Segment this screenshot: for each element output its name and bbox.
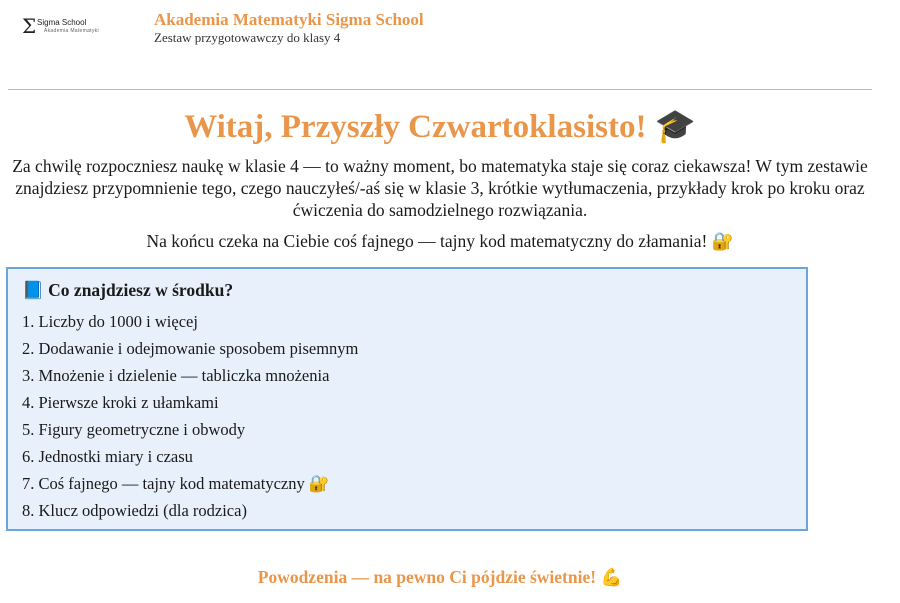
flexed-biceps-icon: 💪 <box>600 568 623 588</box>
sigma-icon: Σ <box>22 14 37 38</box>
contents-item-text: 8. Klucz odpowiedzi (dla rodzica) <box>22 501 247 520</box>
brand-subtitle: Zestaw przygotowawczy do klasy 4 <box>154 30 341 45</box>
contents-item-text: 4. Pierwsze kroki z ułamkami <box>22 393 219 412</box>
contents-list-item <box>22 416 792 443</box>
contents-item-text: 7. Coś fajnego — tajny kod matematyczny <box>22 474 305 493</box>
blue-book-icon: 📘 <box>22 281 44 301</box>
page-header <box>22 8 882 48</box>
contents-list-item <box>22 362 792 389</box>
contents-item-text: 3. Mnożenie i dzielenie — tabliczka mnożenia <box>22 366 330 385</box>
teaser-text: Na końcu czeka na Ciebie coś fajnego — tajny kod matematyczny do złamania! <box>146 231 708 251</box>
contents-list-item <box>22 389 792 416</box>
locked-with-key-icon: 🔐 <box>308 474 330 493</box>
contents-list-item <box>22 443 792 470</box>
locked-with-key-icon: 🔐 <box>711 232 734 252</box>
contents-list-item <box>22 335 792 362</box>
contents-heading <box>22 279 792 302</box>
contents-list-item <box>22 497 792 524</box>
closing-text: Powodzenia — na pewno Ci pójdzie świetnie! <box>257 567 597 587</box>
sigma-school-logo <box>22 14 142 44</box>
brand-block <box>154 10 424 45</box>
contents-box <box>6 267 808 531</box>
logo-name: Sigma School <box>37 18 87 27</box>
contents-heading-text: Co znajdziesz w środku? <box>48 280 234 300</box>
contents-item-text: 5. Figury geometryczne i obwody <box>22 420 246 439</box>
page-title-text: Witaj, Przyszły Czwartoklasisto! <box>184 109 647 145</box>
page-title <box>0 106 880 147</box>
contents-list <box>22 308 792 524</box>
contents-item-text: 1. Liczby do 1000 i więcej <box>22 312 198 331</box>
contents-list-item <box>22 470 792 497</box>
contents-list-item <box>22 308 792 335</box>
contents-item-text: 2. Dodawanie i odejmowanie sposobem pisemnym <box>22 339 359 358</box>
intro-paragraph: Za chwilę rozpoczniesz naukę w klasie 4 — to ważny moment, bo matematyka staje się coraz ciekawsza! W tym zestawie znajdziesz przypomnienie tego, czego nauczyłeś/-aś się w klasie 3, krótkie wytłumaczenia, przykłady krok po kroku oraz ćwiczenia do samodzielnego rozwiązania. <box>12 156 868 220</box>
teaser-paragraph <box>8 230 872 253</box>
closing-message <box>0 566 880 589</box>
header-divider <box>8 89 872 90</box>
contents-item-text: 6. Jednostki miary i czasu <box>22 447 193 466</box>
graduation-cap-icon: 🎓 <box>654 106 696 145</box>
logo-tagline: Akademia Matematyki <box>44 28 99 34</box>
brand-title: Akademia Matematyki Sigma School <box>154 10 424 29</box>
